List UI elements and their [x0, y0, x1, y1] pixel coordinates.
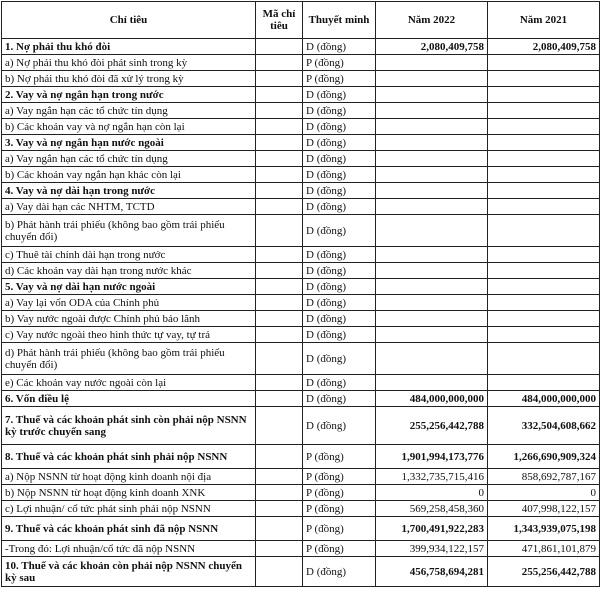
row-code [256, 391, 303, 407]
row-unit: D (đồng) [303, 119, 376, 135]
row-value-2022 [376, 55, 488, 71]
row-code [256, 55, 303, 71]
row-code [256, 135, 303, 151]
row-value-2021 [488, 119, 600, 135]
row-code [256, 215, 303, 247]
row-value-2022 [376, 199, 488, 215]
row-label: b) Nợ phải thu khó đòi đã xử lý trong kỳ [2, 71, 256, 87]
row-unit: P (đồng) [303, 485, 376, 501]
table-row [2, 215, 600, 247]
table-row [2, 469, 600, 485]
row-label: a) Nợ phải thu khó đòi phát sinh trong kỳ [2, 55, 256, 71]
row-code [256, 199, 303, 215]
row-unit: D (đồng) [303, 199, 376, 215]
row-code [256, 541, 303, 557]
row-code [256, 485, 303, 501]
row-unit: D (đồng) [303, 103, 376, 119]
row-value-2021 [488, 151, 600, 167]
row-value-2022 [376, 183, 488, 199]
row-value-2021: 1,266,690,909,324 [488, 445, 600, 469]
row-value-2022: 569,258,458,360 [376, 501, 488, 517]
row-label: b) Vay nước ngoài được Chính phủ bảo lãnh [2, 311, 256, 327]
row-code [256, 343, 303, 375]
row-unit: D (đồng) [303, 391, 376, 407]
row-value-2021 [488, 375, 600, 391]
row-value-2022: 0 [376, 485, 488, 501]
row-label: b) Nộp NSNN từ hoạt động kinh doanh XNK [2, 485, 256, 501]
table-row [2, 103, 600, 119]
row-unit: D (đồng) [303, 167, 376, 183]
table-row [2, 87, 600, 103]
row-value-2021 [488, 103, 600, 119]
row-unit: D (đồng) [303, 327, 376, 343]
row-label: b) Các khoản vay và nợ ngắn hạn còn lại [2, 119, 256, 135]
row-code [256, 517, 303, 541]
table-row [2, 135, 600, 151]
row-unit: P (đồng) [303, 517, 376, 541]
row-value-2022 [376, 343, 488, 375]
row-code [256, 445, 303, 469]
row-code [256, 501, 303, 517]
table-row [2, 343, 600, 375]
row-label: a) Nộp NSNN từ hoạt động kinh doanh nội địa [2, 469, 256, 485]
header-ma-chi-tieu: Mã chỉ tiêu [256, 2, 303, 39]
row-code [256, 247, 303, 263]
row-value-2021: 407,998,122,157 [488, 501, 600, 517]
row-value-2022 [376, 151, 488, 167]
table-row [2, 199, 600, 215]
row-unit: D (đồng) [303, 311, 376, 327]
row-value-2021: 858,692,787,167 [488, 469, 600, 485]
row-unit: D (đồng) [303, 39, 376, 55]
row-value-2021 [488, 279, 600, 295]
row-label: a) Vay ngắn hạn các tổ chức tín dụng [2, 103, 256, 119]
table-row [2, 39, 600, 55]
table-body [2, 39, 600, 587]
row-value-2021: 484,000,000,000 [488, 391, 600, 407]
row-label: 2. Vay và nợ ngắn hạn trong nước [2, 87, 256, 103]
row-label: 9. Thuế và các khoản phát sinh đã nộp NSNN [2, 517, 256, 541]
row-code [256, 375, 303, 391]
row-unit: D (đồng) [303, 87, 376, 103]
row-label: c) Lợi nhuận/ cổ tức phát sinh phải nộp NSNN [2, 501, 256, 517]
row-value-2021 [488, 71, 600, 87]
row-value-2022 [376, 375, 488, 391]
row-value-2021: 0 [488, 485, 600, 501]
row-value-2021 [488, 183, 600, 199]
row-value-2022: 2,080,409,758 [376, 39, 488, 55]
table-row [2, 279, 600, 295]
row-code [256, 39, 303, 55]
row-label: e) Các khoản vay nước ngoài còn lại [2, 375, 256, 391]
row-value-2021 [488, 247, 600, 263]
row-value-2022: 255,256,442,788 [376, 407, 488, 445]
row-code [256, 103, 303, 119]
header-nam-2022: Năm 2022 [376, 2, 488, 39]
row-unit: D (đồng) [303, 263, 376, 279]
row-value-2022 [376, 311, 488, 327]
row-value-2022: 1,901,994,173,776 [376, 445, 488, 469]
row-label: 5. Vay và nợ dài hạn nước ngoài [2, 279, 256, 295]
row-code [256, 279, 303, 295]
row-value-2021 [488, 199, 600, 215]
table-row [2, 327, 600, 343]
row-code [256, 263, 303, 279]
row-value-2022 [376, 87, 488, 103]
row-unit: D (đồng) [303, 375, 376, 391]
table-header-row [2, 2, 600, 39]
row-value-2022 [376, 167, 488, 183]
row-value-2022: 484,000,000,000 [376, 391, 488, 407]
row-label: a) Vay ngắn hạn các tổ chức tín dụng [2, 151, 256, 167]
table-row [2, 375, 600, 391]
row-label: a) Vay dài hạn các NHTM, TCTD [2, 199, 256, 215]
row-code [256, 151, 303, 167]
row-unit: D (đồng) [303, 135, 376, 151]
row-value-2022 [376, 247, 488, 263]
table-row [2, 119, 600, 135]
row-label: 7. Thuế và các khoản phát sinh còn phải nộp NSNN kỳ trước chuyển sang [2, 407, 256, 445]
row-value-2022: 1,332,735,715,416 [376, 469, 488, 485]
row-unit: P (đồng) [303, 501, 376, 517]
row-label: 10. Thuế và các khoản còn phải nộp NSNN chuyển kỳ sau [2, 557, 256, 587]
table-row [2, 541, 600, 557]
row-label: 1. Nợ phải thu khó đòi [2, 39, 256, 55]
row-value-2021 [488, 327, 600, 343]
row-value-2021 [488, 343, 600, 375]
row-unit: P (đồng) [303, 469, 376, 485]
row-value-2022 [376, 327, 488, 343]
table-row [2, 55, 600, 71]
table-row [2, 557, 600, 587]
row-code [256, 183, 303, 199]
row-label: d) Phát hành trái phiếu (không bao gồm trái phiếu chuyển đổi) [2, 343, 256, 375]
row-label: 4. Vay và nợ dài hạn trong nước [2, 183, 256, 199]
row-unit: D (đồng) [303, 279, 376, 295]
table-row [2, 517, 600, 541]
row-unit: D (đồng) [303, 295, 376, 311]
row-value-2022 [376, 279, 488, 295]
row-label: c) Thuê tài chính dài hạn trong nước [2, 247, 256, 263]
table-row [2, 263, 600, 279]
row-value-2022: 456,758,694,281 [376, 557, 488, 587]
row-code [256, 557, 303, 587]
row-unit: P (đồng) [303, 71, 376, 87]
row-value-2021: 255,256,442,788 [488, 557, 600, 587]
table-row [2, 167, 600, 183]
table-row [2, 183, 600, 199]
table-row [2, 71, 600, 87]
table-row [2, 407, 600, 445]
row-value-2022 [376, 263, 488, 279]
row-unit: D (đồng) [303, 407, 376, 445]
row-unit: D (đồng) [303, 557, 376, 587]
row-value-2021: 1,343,939,075,198 [488, 517, 600, 541]
row-unit: P (đồng) [303, 55, 376, 71]
row-value-2021 [488, 135, 600, 151]
header-nam-2021: Năm 2021 [488, 2, 600, 39]
row-label: b) Phát hành trái phiếu (không bao gồm trái phiếu chuyển đổi) [2, 215, 256, 247]
row-unit: D (đồng) [303, 151, 376, 167]
row-unit: P (đồng) [303, 541, 376, 557]
table-row [2, 295, 600, 311]
row-value-2021 [488, 55, 600, 71]
row-value-2022 [376, 103, 488, 119]
row-code [256, 119, 303, 135]
row-unit: D (đồng) [303, 343, 376, 375]
row-unit: P (đồng) [303, 445, 376, 469]
table-row [2, 151, 600, 167]
row-label: 8. Thuế và các khoản phát sinh phải nộp NSNN [2, 445, 256, 469]
row-value-2022 [376, 135, 488, 151]
table-row [2, 247, 600, 263]
financial-indicators-table [1, 1, 600, 587]
header-chi-tieu: Chỉ tiêu [2, 2, 256, 39]
row-value-2021 [488, 311, 600, 327]
row-code [256, 167, 303, 183]
row-label: c) Vay nước ngoài theo hình thức tự vay, tự trả [2, 327, 256, 343]
row-code [256, 295, 303, 311]
row-value-2021 [488, 87, 600, 103]
row-label: 6. Vốn điều lệ [2, 391, 256, 407]
table-row [2, 311, 600, 327]
row-label: d) Các khoản vay dài hạn trong nước khác [2, 263, 256, 279]
table-row [2, 485, 600, 501]
row-label: b) Các khoản vay ngắn hạn khác còn lại [2, 167, 256, 183]
row-value-2022: 1,700,491,922,283 [376, 517, 488, 541]
row-unit: D (đồng) [303, 215, 376, 247]
row-value-2021 [488, 263, 600, 279]
row-code [256, 407, 303, 445]
row-value-2021 [488, 167, 600, 183]
row-label: 3. Vay và nợ ngắn hạn nước ngoài [2, 135, 256, 151]
table-row [2, 501, 600, 517]
row-label: -Trong đó: Lợi nhuận/cổ tức đã nộp NSNN [2, 541, 256, 557]
row-code [256, 327, 303, 343]
row-code [256, 87, 303, 103]
row-code [256, 469, 303, 485]
table-row [2, 391, 600, 407]
row-value-2022: 399,934,122,157 [376, 541, 488, 557]
row-code [256, 71, 303, 87]
row-value-2021: 471,861,101,879 [488, 541, 600, 557]
row-value-2022 [376, 215, 488, 247]
row-value-2021 [488, 215, 600, 247]
table-row [2, 445, 600, 469]
row-value-2022 [376, 119, 488, 135]
header-thuyet-minh: Thuyết minh [303, 2, 376, 39]
row-value-2021: 332,504,608,662 [488, 407, 600, 445]
row-label: a) Vay lại vốn ODA của Chính phủ [2, 295, 256, 311]
row-value-2021 [488, 295, 600, 311]
row-value-2022 [376, 71, 488, 87]
row-unit: D (đồng) [303, 183, 376, 199]
row-unit: D (đồng) [303, 247, 376, 263]
row-value-2021: 2,080,409,758 [488, 39, 600, 55]
row-code [256, 311, 303, 327]
row-value-2022 [376, 295, 488, 311]
